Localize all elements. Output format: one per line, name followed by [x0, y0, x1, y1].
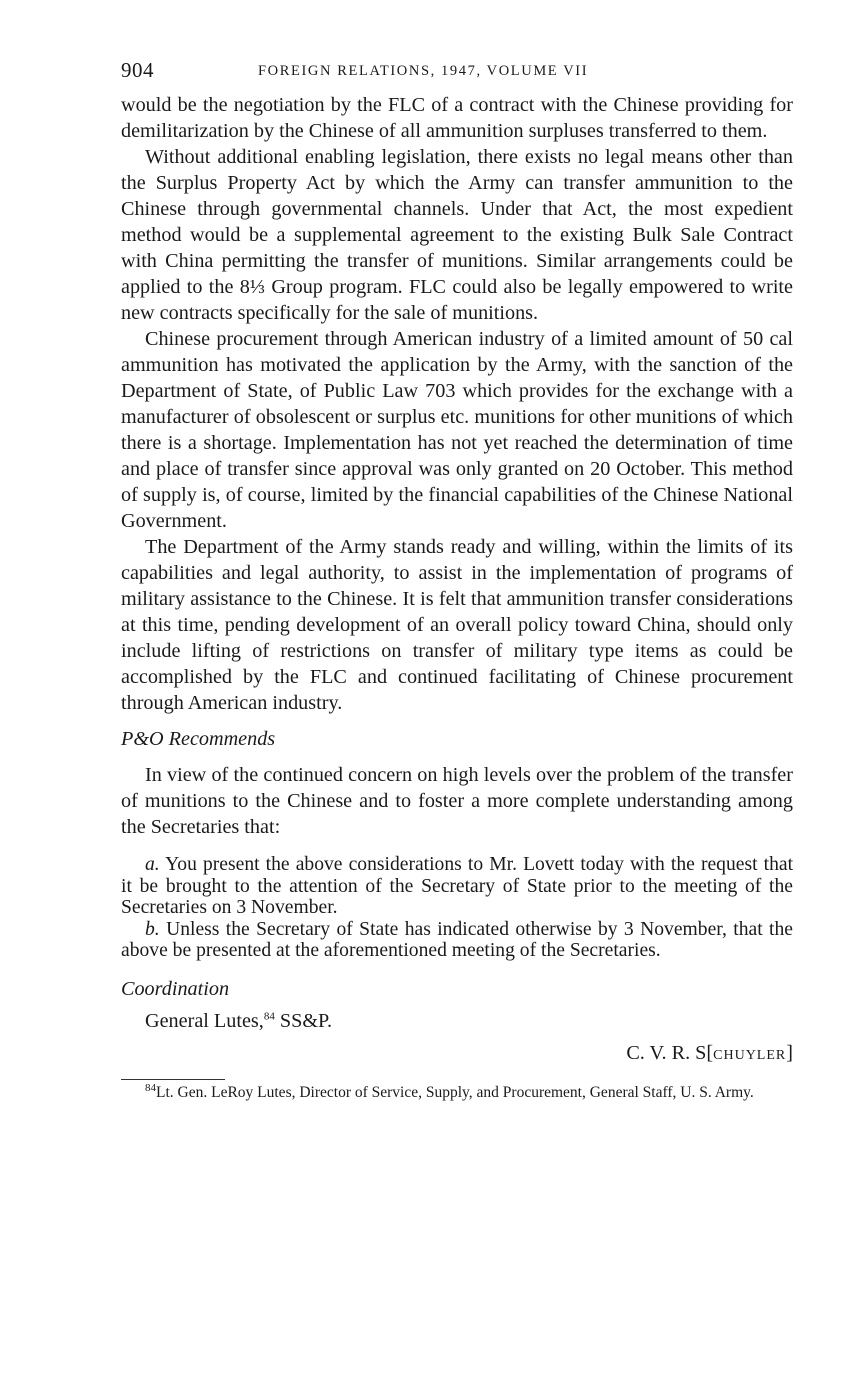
coordination-name: General Lutes,	[145, 1009, 264, 1032]
signature-surname: CHUYLER	[713, 1047, 787, 1063]
coordination-heading: Coordination	[121, 977, 230, 1000]
paragraph-legislation: Without additional enabling legislation, there exists no legal means other than the Surplus Property Act by which the Army can transfer ammunition to the Chinese through governmental channels. Under that Act, the most expedient method would be a supplemental agreement to the existing Bulk Sale Contract with China permitting the transfer of munitions. Similar arrangements could be applied to the 8⅓ Group program. FLC could also be legally empowered to write new contracts specifically for the sale of munitions.	[121, 146, 793, 324]
coordination-line	[121, 1008, 793, 1034]
page-number: 904	[121, 58, 154, 82]
footnote-marker: 84	[145, 1081, 156, 1094]
signature-bracket-close: ]	[786, 1041, 793, 1064]
recommends-intro: In view of the continued concern on high levels over the problem of the transfer of munitions to the Chinese and to foster a more complete understanding among the Secretaries that:	[121, 764, 793, 838]
footnote-reference: 84	[263, 1009, 275, 1022]
recommendations-list	[121, 854, 793, 962]
document-page	[121, 58, 793, 1101]
item-text: Unless the Secretary of State has indicated otherwise by 3 November, that the above be presented at the aforementioned meeting of the Secretaries.	[121, 918, 793, 961]
recommendation-item	[121, 854, 793, 919]
footnote	[121, 1081, 793, 1101]
paragraph-procurement: Chinese procurement through American industry of a limited amount of 50 cal ammunition has motivated the application by the Army, with the sanction of the Department of State, of Public Law 703 which provides for the exchange with a manufacturer of obsolescent or surplus etc. munitions for other munitions of which there is a shortage. Implementation has not yet reached the determination of time and place of transfer since approval was only granted on 20 October. This method of supply is, of course, limited by the financial capabilities of the Chinese National Government.	[121, 328, 793, 532]
item-text: You present the above considerations to Mr. Lovett today with the request that it be brought to the attention of the Secretary of State prior to the meeting of the Secretaries on 3 November.	[121, 854, 794, 918]
footnote-divider	[121, 1079, 225, 1080]
paragraph-army-readiness: The Department of the Army stands ready and willing, within the limits of its capabilities and legal authority, to assist in the implementation of programs of military assistance to the Chinese. It is felt that ammunition transfer considerations at this time, pending development of an overall policy toward China, should only include lifting of restrictions on transfer of military type items as could be accomplished by the FLC and continued facilitating of Chinese procurement through American industry.	[121, 536, 793, 714]
coordination-office: SS&P.	[279, 1009, 333, 1032]
page-header	[121, 58, 793, 92]
signature-bracket-open: [	[706, 1041, 714, 1064]
footnote-text: Lt. Gen. LeRoy Lutes, Director of Service, Supply, and Procurement, General Staff, U. S. Army.	[156, 1083, 754, 1101]
paragraph-continuation: would be the negotiation by the FLC of a contract with the Chinese providing for demilitarization by the Chinese of all ammunition surpluses transferred to them.	[121, 94, 793, 142]
recommendation-item	[121, 919, 793, 962]
recommends-heading: P&O Recommends	[121, 728, 276, 750]
signature	[121, 1040, 793, 1069]
item-letter: a.	[145, 854, 160, 875]
item-letter: b.	[145, 918, 160, 940]
running-head: FOREIGN RELATIONS, 1947, VOLUME VII	[258, 63, 589, 79]
signature-initials: C. V. R. S	[626, 1041, 707, 1064]
